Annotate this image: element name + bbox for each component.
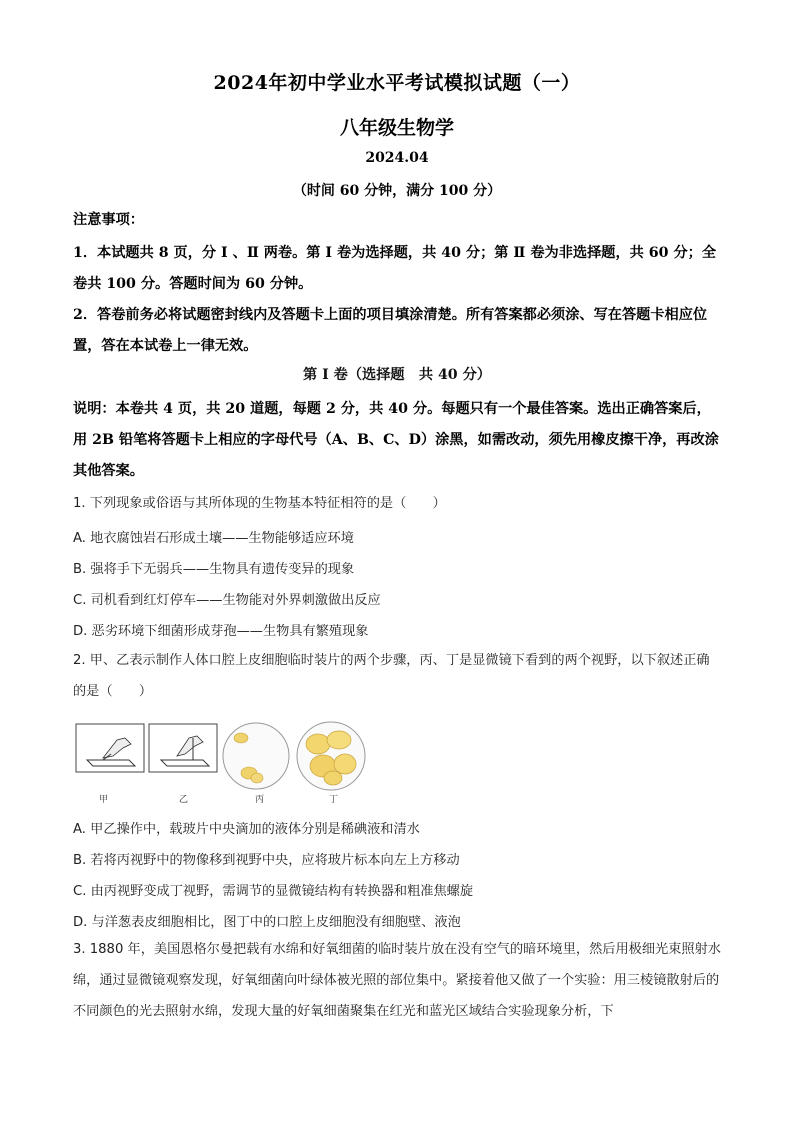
notice-item-1: 1．本试题共 8 页，分 Ⅰ 、Ⅱ 两卷。第 Ⅰ 卷为选择题，共 40 分；第 Ⅱ 卷为非选择题，共 60 分；全卷共 100 分。答题时间为 60 分钟。 [73,245,717,292]
section-1-title: 第 Ⅰ 卷（选择题 共 40 分） [302,367,491,383]
hand-jia [103,738,131,758]
slide-microscope-illustration [73,716,373,806]
notice-heading: 注意事项： [73,212,144,228]
question-3-stem: 3. 1880 年，美国恩格尔曼把载有水绵和好氧细菌的临时装片放在没有空气的暗环境里，然后用极细光束照射水绵，通过显微镜观察发现，好氧细菌向叶绿体被光照的部位集中。紧接着他又做了一个实验：用三棱镜散射后的不同颜色的光去照射水绵，发现大量的好氧细菌聚集在红光和蓝光区域结合实验现象分析，下 [73,942,721,1019]
slide-jia [87,760,135,766]
exam-time-note: （时间 60 分钟，满分 100 分） [292,183,502,199]
hand-yi [177,736,203,756]
figure-label-ding: 丁 [329,795,339,805]
figure-label-bing: 丙 [255,795,265,805]
question-1-option-b: B. 强将手下无弱兵——生物具有遗传变异的现象 [73,562,355,577]
exam-title: 2024年初中学业水平考试模拟试题（一） [213,72,581,94]
notice-item-2: 2．答卷前务必将试题密封线内及答题卡上面的项目填涂清楚。所有答案都必须涂、写在答题卡相应位置，答在本试卷上一律无效。 [73,307,708,354]
figure-label-yi: 乙 [179,795,189,805]
question-2-option-b: B. 若将丙视野中的物像移到视野中央，应将玻片标本向左上方移动 [73,853,460,868]
question-2-option-a: A. 甲乙操作中，载玻片中央滴加的液体分别是稀碘液和清水 [73,822,420,837]
question-2-option-c: C. 由丙视野变成丁视野，需调节的显微镜结构有转换器和粗准焦螺旋 [73,884,474,899]
question-1-option-a: A. 地衣腐蚀岩石形成土壤——生物能够适应环境 [73,531,354,546]
question-1-option-d: D. 恶劣环境下细菌形成芽孢——生物具有繁殖现象 [73,624,369,639]
exam-date: 2024.04 [365,150,429,166]
section-1-description: 说明：本卷共 4 页，共 20 道题，每题 2 分，共 40 分。每题只有一个最佳答案。选出正确答案后，用 2B 铅笔将答题卡上相应的字母代号（A、B、C、D）涂黑，如需改动，须先用橡皮擦干净，再改涂其他答案。 [73,401,719,479]
slide-yi [161,760,209,766]
figure-label-jia: 甲 [99,795,109,805]
question-2-figure [73,716,373,806]
question-2-option-d: D. 与洋葱表皮细胞相比，图丁中的口腔上皮细胞没有细胞壁、液泡 [73,915,461,930]
question-1-stem: 1. 下列现象或俗语与其所体现的生物基本特征相符的是（ ） [73,496,446,511]
question-1-option-c: C. 司机看到红灯停车——生物能对外界刺激做出反应 [73,593,381,608]
exam-subject: 八年级生物学 [339,117,454,139]
question-2-stem: 2. 甲、乙表示制作人体口腔上皮细胞临时装片的两个步骤，丙、丁是显微镜下看到的两个视野，以下叙述正确的是（ ） [73,653,710,699]
